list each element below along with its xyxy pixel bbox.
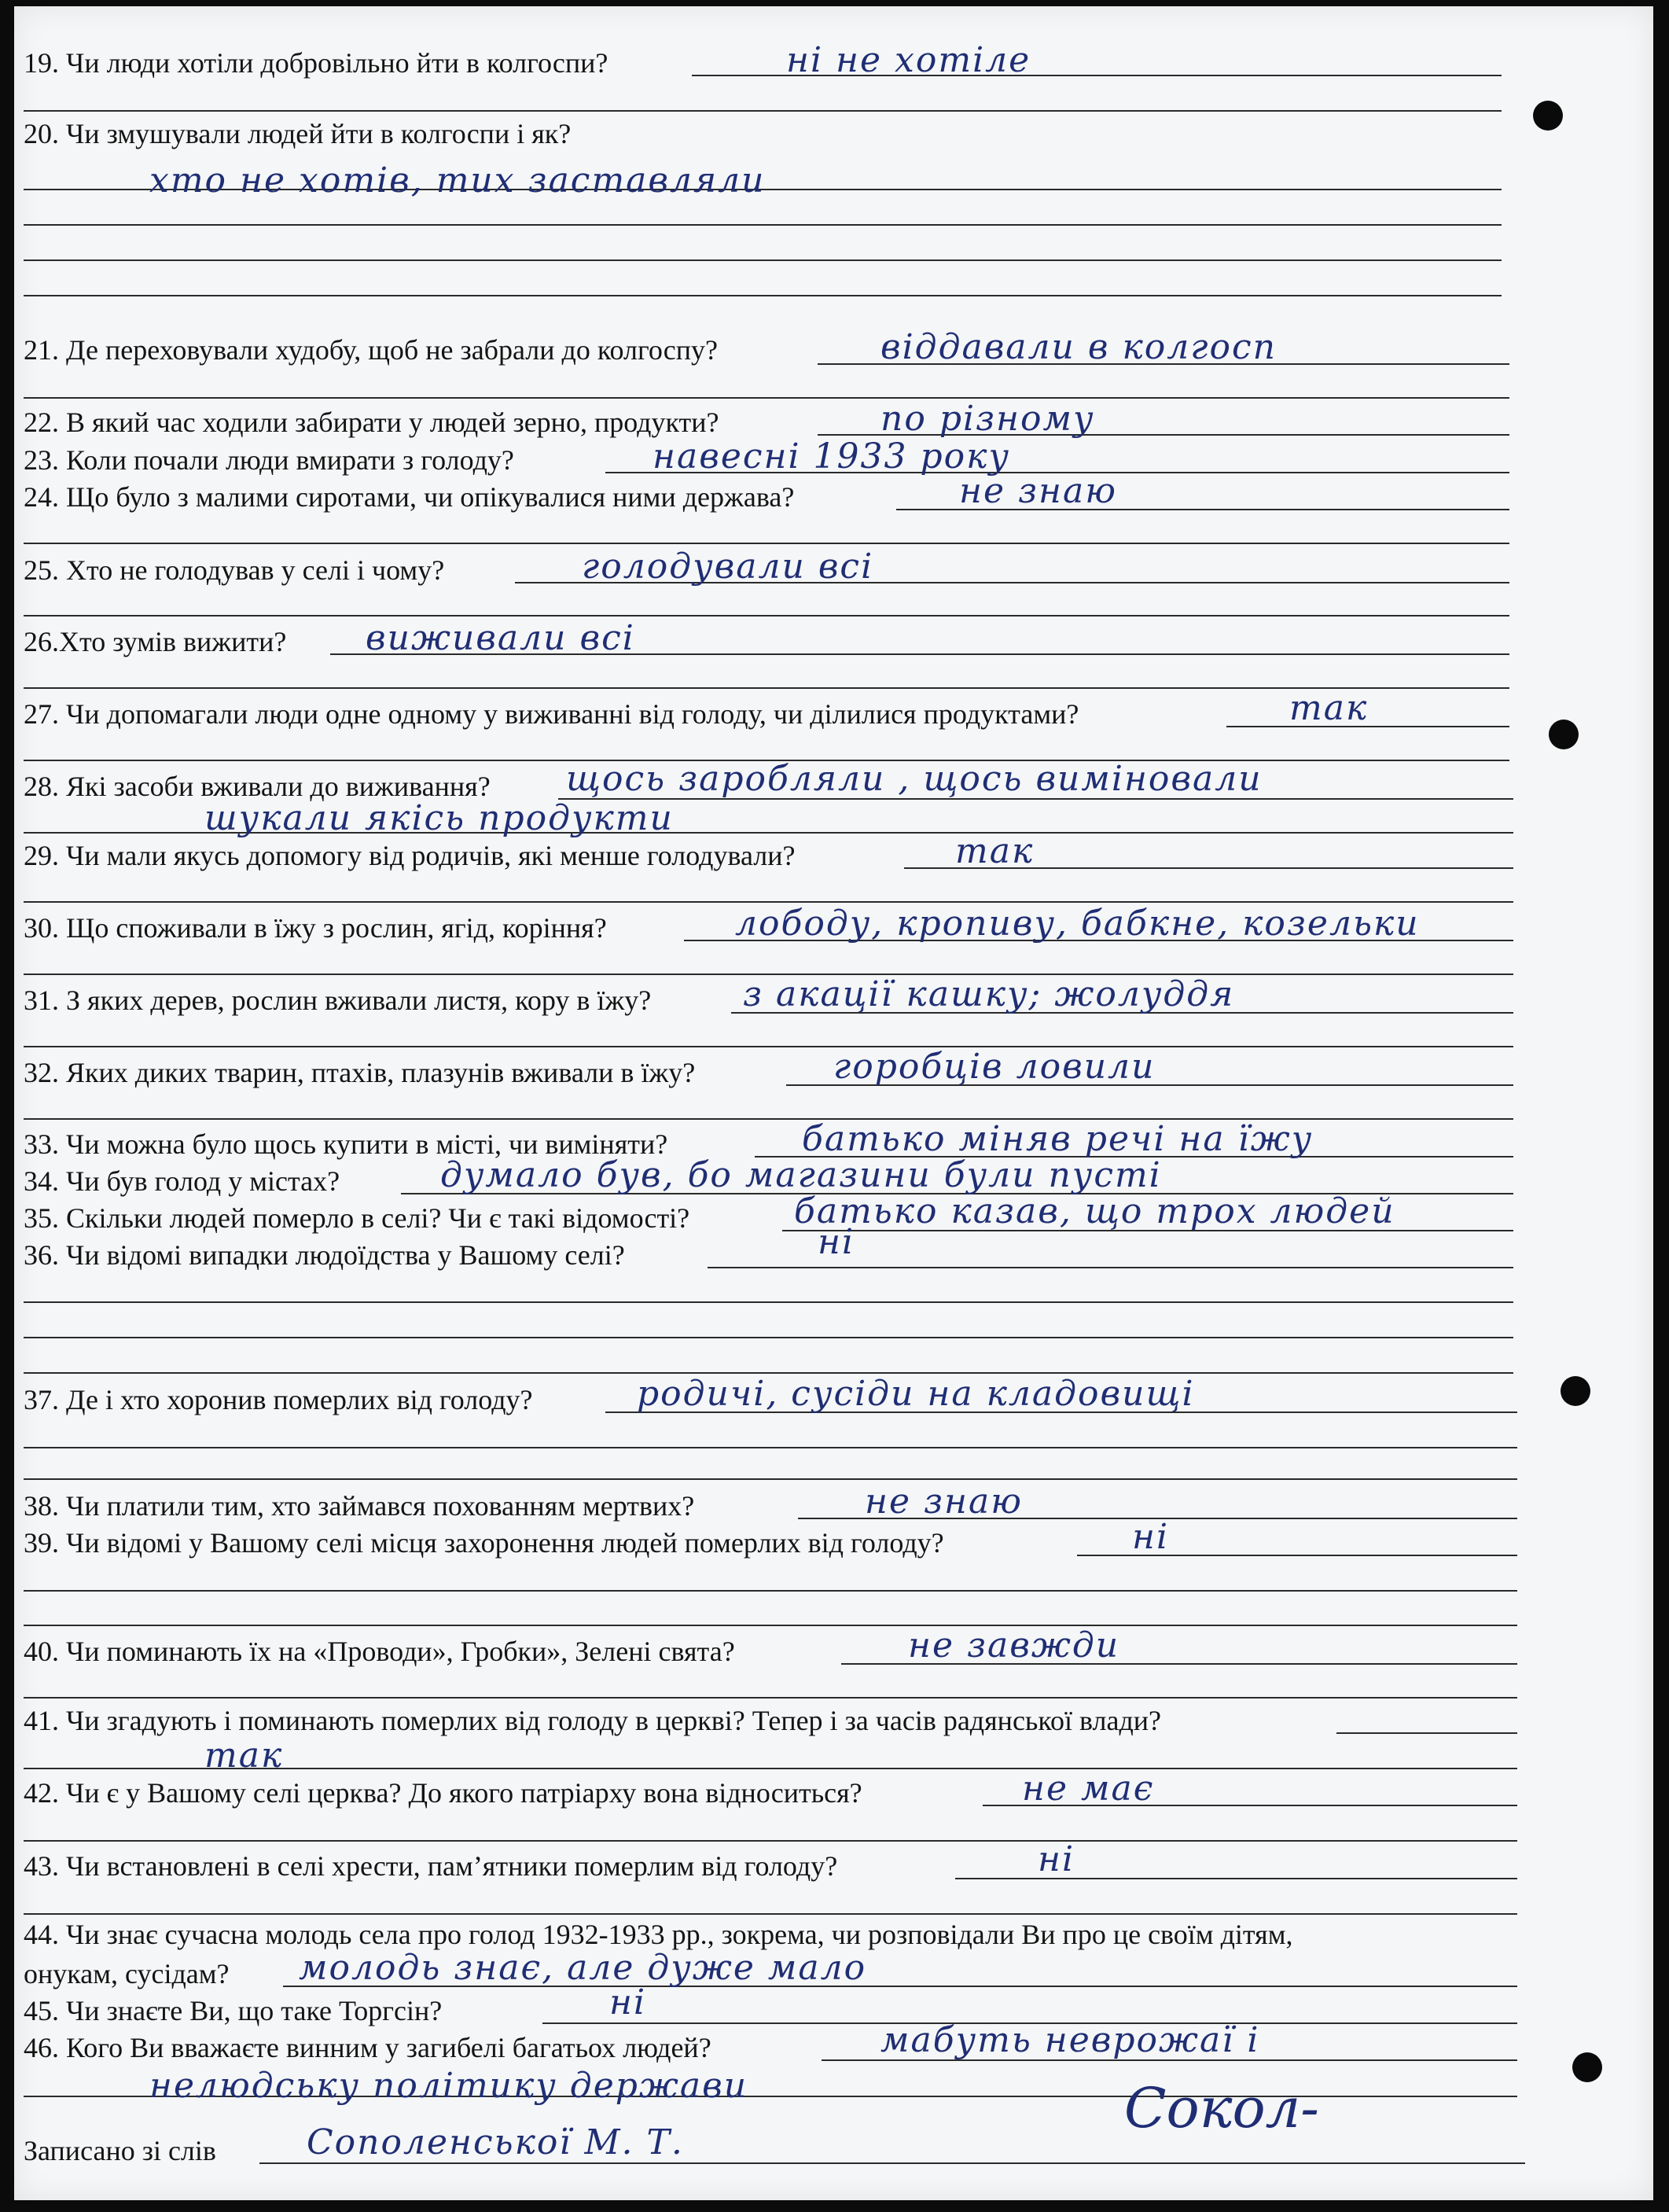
question-32: 32. Яких диких тварин, птахів, плазунів вживали в їжу? (24, 1057, 696, 1088)
answer-20: хто не хотів, тих заставляли (149, 160, 766, 201)
ruled-line (24, 1447, 1517, 1448)
answer-45: ні (609, 1982, 647, 2022)
question-29: 29. Чи мали якусь допомогу від родичів, які менше голодували? (24, 840, 796, 871)
question-43: 43. Чи встановлені в селі хрести, пам’ятники померлим від голоду? (24, 1850, 838, 1882)
answer-32: горобців ловили (833, 1047, 1156, 1087)
answer-23: навесні 1933 року (653, 436, 1010, 477)
interviewer-signature: Сокол- (1124, 2076, 1319, 2140)
ruled-line (24, 224, 1502, 226)
question-21: 21. Де переховували худобу, щоб не забрали до колгоспу? (24, 334, 718, 366)
question-31: 31. З яких дерев, рослин вживали листя, кору в їжу? (24, 985, 652, 1016)
question-36: 36. Чи відомі випадки людоїдства у Вашому селі? (24, 1239, 625, 1271)
question-41: 41. Чи згадують і поминають померлих від голоду в церкві? Тепер і за часів радянської влади? (24, 1705, 1162, 1736)
punch-hole (1572, 2052, 1602, 2082)
ruled-line (24, 1337, 1513, 1338)
answer-19: ні не хотіле (786, 40, 1031, 80)
question-42: 42. Чи є у Вашому селі церква? До якого патріарху вона відноситься? (24, 1777, 862, 1809)
ruled-line (24, 1478, 1517, 1480)
answer-44: молодь знає, але дуже мало (299, 1948, 867, 1988)
recorded-from-label: Записано зі слів (24, 2135, 216, 2166)
recorded-from-name: Сополенської М. Т. (307, 2122, 684, 2162)
ruled-line (24, 1046, 1513, 1047)
answer-24: не знаю (959, 471, 1117, 511)
question-45: 45. Чи знаєте Ви, що таке Торгсін? (24, 1995, 443, 2026)
question-35: 35. Скільки людей померло в селі? Чи є такі відомості? (24, 1202, 690, 1234)
answer-34: думало був, бо магазини були пусті (440, 1155, 1162, 1195)
ruled-line (24, 295, 1502, 296)
ruled-line (24, 1840, 1517, 1842)
ruled-line (24, 1913, 1517, 1915)
answer-29: так (955, 831, 1035, 871)
ruled-line (24, 1301, 1513, 1303)
answer-28-cont: шукали якісь продукти (204, 798, 674, 838)
question-27: 27. Чи допомагали люди одне одному у виживанні від голоду, чи ділилися продуктами? (24, 698, 1079, 730)
question-30: 30. Що споживали в їжу з рослин, ягід, коріння? (24, 912, 607, 944)
ruled-line (24, 1625, 1517, 1626)
question-44: 44. Чи знає сучасна молодь села про голод 1932-1933 рр., зокрема, чи розповідали Ви про це своїм дітям, (24, 1919, 1293, 1950)
question-33: 33. Чи можна було щось купити в місті, чи виміняти? (24, 1128, 668, 1160)
answer-26: виживали всі (366, 618, 635, 658)
punch-hole (1561, 1376, 1590, 1406)
answer-31: з акації кашку; жолуддя (743, 974, 1235, 1014)
ruled-line (24, 615, 1509, 616)
question-23: 23. Коли почали люди вмирати з голоду? (24, 444, 514, 476)
question-19: 19. Чи люди хотіли добровільно йти в колгоспи? (24, 47, 608, 79)
question-24: 24. Що було з малими сиротами, чи опікувалися ними держава? (24, 481, 795, 513)
answer-22: по різному (880, 399, 1095, 439)
answer-43: ні (1038, 1839, 1075, 1879)
question-34: 34. Чи був голод у містах? (24, 1165, 340, 1197)
answer-42: не має (1022, 1768, 1155, 1809)
answer-30: лободу, кропиву, бабкне, козельки (735, 904, 1420, 944)
answer-46-cont: нелюдську політику держави (149, 2066, 748, 2106)
question-26: 26.Хто зумів вижити? (24, 626, 287, 657)
question-20: 20. Чи змушували людей йти в колгоспи і як? (24, 118, 572, 149)
question-37: 37. Де і хто хоронив померлих від голоду? (24, 1384, 533, 1415)
ruled-line (24, 1697, 1517, 1699)
answer-27: так (1289, 688, 1369, 728)
answer-40: не завжди (908, 1625, 1120, 1665)
ruled-line (1336, 1732, 1517, 1734)
answer-28: щось заробляли , щось виміновали (566, 759, 1263, 799)
answer-33: батько міняв речі на їжу (802, 1119, 1314, 1159)
punch-hole (1533, 101, 1563, 131)
question-25: 25. Хто не голодував у селі і чому? (24, 554, 445, 586)
ruled-line (24, 397, 1509, 399)
question-46: 46. Кого Ви вважаєте винним у загибелі багатьох людей? (24, 2032, 711, 2063)
punch-hole (1549, 720, 1579, 749)
ruled-line (24, 687, 1509, 689)
question-39: 39. Чи відомі у Вашому селі місця захоронення людей померлих від голоду? (24, 1527, 944, 1559)
answer-39: ні (1132, 1517, 1170, 1557)
ruled-line (24, 110, 1502, 112)
question-44-cont: онукам, сусідам? (24, 1958, 230, 1989)
answer-21: віддавали в колгосп (880, 327, 1277, 367)
ruled-line (708, 1267, 1513, 1268)
answer-35: батько казав, що трох людей (794, 1191, 1395, 1231)
answer-38: не знаю (865, 1481, 1023, 1522)
ruled-line (24, 259, 1502, 261)
ruled-line (24, 543, 1509, 544)
answer-36: ні (818, 1222, 855, 1262)
ruled-line (24, 901, 1513, 903)
answer-25: голодували всі (582, 547, 874, 587)
ruled-line (259, 2162, 1525, 2164)
ruled-line (24, 1590, 1517, 1592)
question-40: 40. Чи поминають їх на «Проводи», Гробки», Зелені свята? (24, 1636, 735, 1667)
question-38: 38. Чи платили тим, хто займався похованням мертвих? (24, 1490, 695, 1522)
answer-41: так (204, 1735, 284, 1776)
answer-37: родичі, сусіди на кладовищі (637, 1374, 1195, 1414)
question-22: 22. В який час ходили забирати у людей зерно, продукти? (24, 407, 719, 438)
question-28: 28. Які засоби вживали до виживання? (24, 771, 491, 802)
answer-46: мабуть неврожаї і (880, 2020, 1260, 2060)
